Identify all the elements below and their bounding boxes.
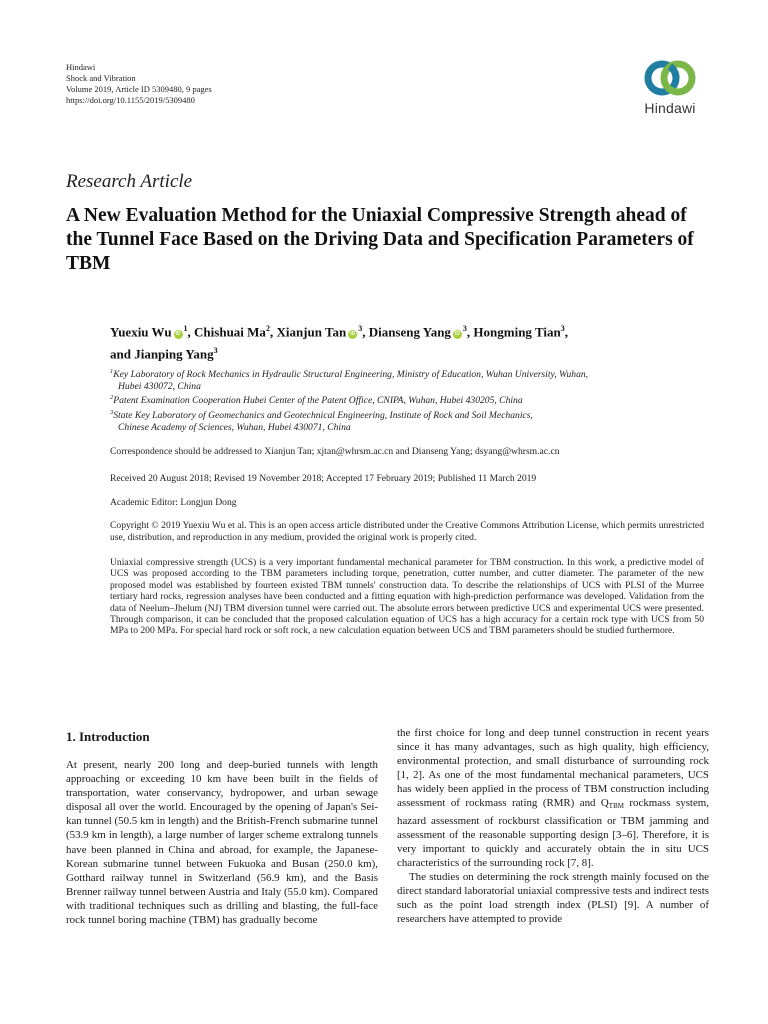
affiliation: $^1$Key Laboratory of Rock Mechanics in Hydraulic Structural Engineering, Ministry of Education, Wuhan University, Wuhan,	[110, 368, 589, 381]
article-title: A New Evaluation Method for the Uniaxial Compressive Strength ahead of the Tunnel Face Based on the Driving Data and Specification Parameters of TBM	[66, 205, 694, 274]
author-name[interactable]: Jianping Yang	[134, 346, 214, 362]
authors-and: and	[110, 346, 131, 362]
author-name[interactable]: Dianseng Yang	[368, 324, 451, 340]
journal-name: Shock and Vibration	[66, 73, 136, 83]
author-name[interactable]: Yuexiu Wu	[110, 324, 172, 340]
body-paragraph: At present, nearly 200 long and deep-buried tunnels with length approaching or exceeding 10 km have been built in the fields of transportation, water conservancy, hydropower, and urban sewage disposal all over the world. Encouraged by the opening of Japan's Sei-kan tunnel (50.5 km in length) and the British-French submarine tunnel (53.9 km in length), a large number of larger scheme extralong tunnels have been planned in China and abroad, for example, the Japanese-Korean submarine tunnel between Fukuoka and Busan (250.0 km), Gotthard railway tunnel in Switzerland (56.9 km), and the Basis Brenner railway tunnel between Austria and Italy (55.0 km). Compared with traditional techniques such as drilling and blasting, the full-face rock tunnel boring machine (TBM) has gradually become	[66, 759, 378, 927]
author-affiliation-mark: 1	[183, 324, 188, 333]
logo-text: Hindawi	[644, 100, 696, 116]
affiliations	[110, 366, 710, 433]
orcid-icon[interactable]: iD	[454, 331, 460, 338]
publication-dates: Received 20 August 2018; Revised 19 November 2018; Accepted 17 February 2019; Published 11 March 2019	[110, 473, 537, 484]
body-paragraph: the first choice for long and deep tunnel construction in recent years since it has many advantages, such as high quality, high efficiency, environmental protection, and small disturbance of surrounding rock [1, 2]. As one of the most fundamental mechanical parameters, UCS has widely been applied in the process of TBM construction including assessment of rockmass rating (RMR) and $Q_{TBM}$ rockmass system, hazard assessment of rockburst classification or TBM jamming and assessment of the reasonable supporting design [3–6]. Therefore, it is very important to quickly and accurately obtain the in situ UCS characteristics of the surrounding rock [7, 8].	[397, 727, 709, 869]
volume-line: Volume 2019, Article ID 5309480, 9 pages	[66, 84, 212, 94]
author-affiliation-mark: 2	[265, 324, 270, 333]
affiliation-continued: Hubei 430072, China	[118, 380, 201, 392]
doi-link[interactable]: https://doi.org/10.1155/2019/5309480	[66, 95, 195, 105]
article-type: Research Article	[66, 171, 193, 192]
body-paragraph: The studies on determining the rock strength mainly focused on the direct standard laboratorial uniaxial compressive tests and indirect tests such as the point load strength index (PLSI) [9]. A number of researchers have attempted to provide	[397, 870, 709, 926]
author-affiliation-mark: 3	[358, 324, 363, 333]
hindawi-logo[interactable]	[630, 58, 710, 128]
left-column	[66, 727, 378, 927]
affiliation: $^2$Patent Examination Cooperation Hubei Center of the Patent Office, CNIPA, Wuhan, Hubei 430205, China	[110, 394, 523, 407]
section-heading: 1. Introduction	[66, 729, 150, 744]
abstract: Uniaxial compressive strength (UCS) is a very important fundamental mechanical parameter for TBM construction. In this work, a predictive model of UCS was proposed according to the TBM parameters including torque, penetration, cutter number, and cutter diameter. The parameter of the new proposed model was established by fourteen existed TBM tunnels' construction data. To describe the relationships of UCS with PLSI of the Murree tertiary hard rocks, regression analyses have been conducted and a fitting equation with high-prediction performance was developed. Validation from the data of Neelum–Jhelum (NJ) TBM diversion tunnel were carried out. The absolute errors between predictive UCS and experimental UCS were presented. Through comparison, it can be concluded that the proposed calculation equation of UCS has a high accuracy for a certain rock type with UCS from 50 MPa to 200 MPa. For special hard rock or soft rock, a new calculation equation between UCS and TBM parameters should be studied furthermore.	[110, 557, 704, 637]
hindawi-logo-icon	[642, 58, 698, 98]
q-tbm-subscript: TBM	[608, 802, 624, 811]
author-affiliation-mark: 3	[462, 324, 467, 333]
copyright-notice: Copyright © 2019 Yuexiu Wu et al. This is an open access article distributed under the Creative Commons Attribution License, which permits unrestricted use, distribution, and reproduction in any medium, provided the original work is properly cited.	[110, 520, 704, 543]
affiliation-continued: Chinese Academy of Sciences, Wuhan, Hubei 430071, China	[118, 421, 351, 433]
author-name[interactable]: Xianjun Tan	[276, 324, 347, 340]
right-column	[397, 726, 709, 926]
affiliation: $^3$State Key Laboratory of Geomechanics and Geotechnical Engineering, Institute of Rock and Soil Mechanics,	[110, 408, 533, 422]
author-name[interactable]: Chishuai Ma	[194, 324, 266, 340]
author-affiliation-mark: 3	[560, 324, 565, 333]
journal-info	[66, 62, 212, 106]
correspondence: Correspondence should be addressed to Xianjun Tan; xjtan@whrsm.ac.cn and Dianseng Yang; dsyang@whrsm.ac.cn	[110, 446, 560, 457]
author-list: Yuexiu Wu $iD^1$, Chishuai Ma$^2$, Xianjun Tan $iD^3$, Dianseng Yang $iD^3$, Hongming Tian$^3$, and Jianping Yang$^3$	[110, 324, 568, 362]
orcid-icon[interactable]: iD	[175, 331, 181, 338]
author-name[interactable]: Hongming Tian	[473, 324, 561, 340]
academic-editor: Academic Editor: Longjun Dong	[110, 497, 237, 508]
publisher-name: Hindawi	[66, 62, 96, 72]
orcid-icon[interactable]: iD	[350, 331, 356, 338]
author-affiliation-mark: 3	[213, 346, 218, 356]
